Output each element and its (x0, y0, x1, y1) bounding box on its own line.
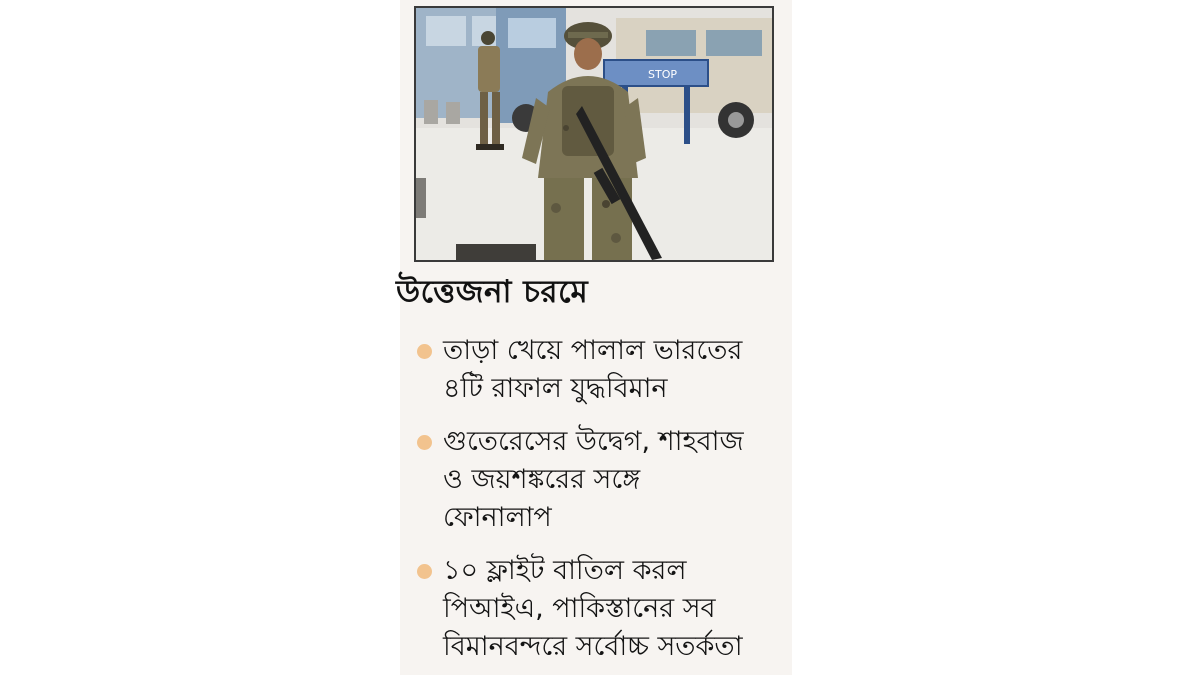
bullet-line: বিমানবন্দরে সর্বোচ্চ সতর্কতা (443, 631, 743, 662)
bullet-item (414, 423, 792, 537)
bullet-line: ১০ ফ্লাইট বাতিল করল (443, 555, 687, 586)
bullet-item (414, 332, 792, 408)
bullet-item (414, 552, 792, 666)
bullet-line: ও জয়শঙ্করের সঙ্গে (443, 464, 641, 495)
stop-sign-text: STOP (648, 68, 677, 81)
bullet-line: গুতেরেসের উদ্বেগ, শাহবাজ (443, 426, 744, 457)
bullet-line: পিআইএ, পাকিস্তানের সব (443, 593, 716, 624)
headline: উত্তেজনা চরমে (396, 274, 589, 310)
bullet-line: ৪টি রাফাল যুদ্ধবিমান (443, 373, 668, 404)
bullet-line: ফোনালাপ (443, 502, 552, 533)
drain-grate (456, 244, 536, 260)
bullet-dot-icon (417, 344, 432, 359)
bullet-list (414, 332, 792, 675)
bullet-dot-icon (417, 435, 432, 450)
soldiers-illustration (416, 8, 772, 260)
news-photo (414, 6, 774, 262)
bullet-dot-icon (417, 564, 432, 579)
bullet-line: তাড়া খেয়ে পালাল ভারতের (443, 335, 743, 366)
